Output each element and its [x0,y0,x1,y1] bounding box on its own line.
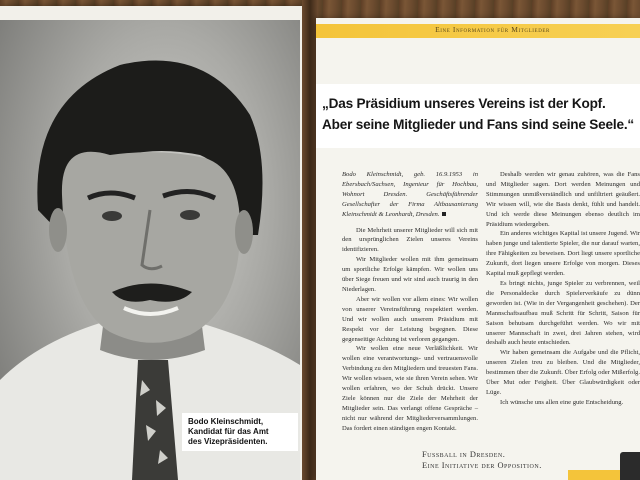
paragraph: Wir haben gemeinsam die Aufgabe und die Pflicht, unseren Zielen treu zu bleiben. Und die Mitglieder, bestimmen über die Zukunft. Über Erfolg oder Mißerfolg. Über Mut oder Feigheit. Über Glaubwürdigkeit oder Lüge. [486,349,640,396]
end-mark [442,212,446,216]
headline-box [316,84,640,148]
headline-line-1: „Das Präsidium unseres Vereins ist der Kopf. [322,96,606,111]
paragraph: Ein anderes wichtiges Kapital ist unsere Jugend. Wir haben junge und talentierte Spieler, die nur darauf warten, ihre Fähigkeiten zu beweisen. Dort liegt unsere sportliche Zukunft, dort liegen unsere Erfolge von morgen. Dieses Kapital muß gepflegt werden. [486,230,640,278]
header-bar [316,24,640,38]
paragraph: Wir Mitglieder wollen mit ihm gemeinsam um sportliche Erfolge kämpfen. Wir wollen uns über Siege freuen und wir sind auch traurig in den Niederlagen. [342,256,478,293]
right-page [316,18,640,480]
portrait-illustration [0,20,300,480]
intro-text: Bodo Kleinschmidt, geb. 16.9.1953 in Ebersbach/Sachsen, Ingenieur für Hochbau, Wohnort Dresden. Geschäftsführender Gesellschafter der Firma Altbausanierung Kleinschmidt & Leonhardt, Dresden. [342,171,478,218]
dark-corner-object [620,452,640,480]
paragraph: Ich wünsche uns allen eine gute Entscheidung. [500,398,624,406]
text-column-right [486,170,640,408]
paragraph: Die Mehrheit unserer Mitglieder will sich mit den ursprünglichen Zielen unseres Vereins identifizieren. [342,226,478,254]
caption-line-1: Bodo Kleinschmidt, [188,417,264,426]
caption-line-2: Kandidat für das Amt [188,427,269,436]
photo-caption [182,413,298,451]
paragraph: Deshalb werden wir genau zuhören, was die Fans und Mitglieder sagen. Dort werden Meinungen und Stimmungen unmißverständlich und unfiltriert geäußert. Wir wissen will, wie die Basis denkt, fühlt und handelt. Und ich werde diese Meinungen ebenso deutlich im Präsidium wiedergeben. [486,171,640,228]
headline-line-2: Aber seine Mitglieder und Fans sind seine Seele.“ [322,117,635,132]
header-text: Eine Information für Mitglieder [435,25,550,34]
paragraph: Wir wollen eine neue Verläßlichkeit. Wir wollen eine verantwortungs- und vertrauensvolle Verbindung zu den Mitgliedern und treuesten Fans. Wir wollen wissen, wie sie ihren Verein sehen. Wir wollen erfahren, wo der Schuh drückt. Unsere Ziele können nur die Ziele der Mehrheit der Mitglieder sein. Das verlangt offene Gespräche – nicht nur während der Mitgliederversammlungen. Das fordert einen ständigen engen Kontakt. [342,345,478,432]
footer-line-1: Fussball in Dresden. [422,450,506,459]
portrait-photo [0,20,300,480]
intro-paragraph [342,170,478,220]
caption-line-3: des Vizepräsidenten. [188,437,268,446]
left-page [0,6,302,480]
paragraph: Aber wir wollen vor allem eines: Wir wollen von unserer Vereinsführung respektiert werden. Und wir wollen auch unserem Präsidium mit Respekt vor der Leistung begegnen. Diese gegenseitige Achtung ist verloren gegangen. [342,295,478,343]
paragraph: Es bringt nichts, junge Spieler zu verbrennen, weil die Personaldecke durch Spielerverkäufe zu dünn geworden ist. (Wie in der Vergangenheit geschehen). Der Mannschaftsaufbau muß Schritt für Schritt, Saison für Saison behutsam durchgeführt werden. Wo wir mit unserer Mannschaft in zwei, drei Jahren stehen, wird deshalb auch heute entschieden. [486,279,640,347]
footer-line-2: Eine Initiative der Opposition. [422,461,542,470]
text-column-left [342,170,478,434]
